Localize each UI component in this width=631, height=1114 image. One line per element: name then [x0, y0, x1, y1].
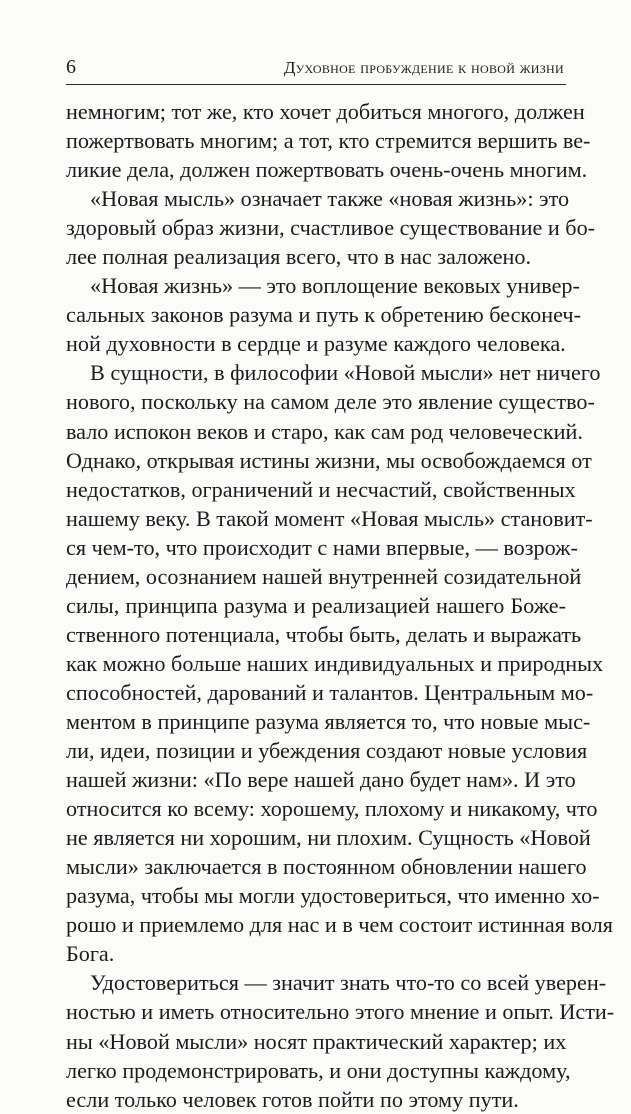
text-line: легко продемонстрировать, и они доступны каждому, — [66, 1057, 571, 1083]
text-line: если только человек готов пойти по этому пути. — [66, 1086, 519, 1112]
text-line: силы, принципа разума и реализацией нашего Боже- — [66, 592, 566, 618]
text-line: ностью и иметь относительно этого мнение и опыт. Исти- — [66, 999, 615, 1025]
text-line: способностей, дарований и талантов. Центральным мо- — [66, 679, 594, 705]
text-line: мысли» заключается в постоянном обновлении нашего — [66, 854, 587, 880]
running-header — [66, 52, 566, 85]
text-line: «Новая мысль» означает также «новая жизнь»: это — [90, 186, 570, 212]
text-line: дением, осознанием нашей внутренней созидательной — [66, 563, 582, 589]
text-line: ны «Новой мысли» носят практический характер; их — [66, 1028, 567, 1054]
text-line: как можно больше наших индивидуальных и природных — [66, 650, 604, 676]
text-line: рошо и приемлемо для нас и в чем состоит истинная воля — [66, 912, 613, 938]
text-line: недостатков, ограничений и несчастий, свойственных — [66, 476, 576, 502]
text-line: пожертвовать многим; а тот, кто стремится вершить ве- — [66, 128, 591, 154]
text-line: Бога. — [66, 941, 115, 967]
text-line: ли, идеи, позиции и убеждения создают новые условия — [66, 738, 588, 764]
text-line: ственного потенциала, чтобы быть, делать и выражать — [66, 621, 582, 647]
text-line: относится ко всему: хорошему, плохому и никакому, что — [66, 796, 598, 822]
running-title: Духовное пробуждение к новой жизни — [283, 58, 564, 77]
text-line: лее полная реализация всего, что в нас заложено. — [66, 244, 532, 270]
page-number: 6 — [66, 56, 76, 78]
text-line: нового, поскольку на самом деле это явление существо- — [66, 389, 595, 415]
text-line: сальных законов разума и путь к обретению бесконеч- — [66, 302, 581, 328]
text-line: здоровый образ жизни, счастливое существование и бо- — [66, 215, 596, 241]
text-line: Удостовериться — значит знать что-то со всей уверен- — [90, 970, 607, 996]
text-line: ликие дела, должен пожертвовать очень-очень многим. — [66, 157, 588, 183]
book-page — [66, 52, 615, 1114]
text-line: «Новая жизнь» — это воплощение вековых универ- — [90, 273, 580, 299]
body-text — [66, 97, 615, 1114]
text-line: ной духовности в сердце и разуме каждого человека. — [66, 331, 566, 357]
text-line: не является ни хорошим, ни плохим. Сущность «Новой — [66, 825, 591, 851]
text-line: ся чем-то, что происходит с нами впервые, — возрож- — [66, 534, 578, 560]
text-line: ментом в принципе разума является то, что новые мыс- — [66, 708, 591, 734]
text-line: В сущности, в философии «Новой мысли» нет ничего — [90, 360, 601, 386]
text-line: вало испокон веков и старо, как сам род человеческий. — [66, 418, 583, 444]
text-line: нашей жизни: «По вере нашей дано будет нам». И это — [66, 767, 576, 793]
text-line: разума, чтобы мы могли удостовериться, что именно хо- — [66, 883, 600, 909]
text-line: нашему веку. В такой момент «Новая мысль» становит- — [66, 505, 593, 531]
text-line: Однако, открывая истины жизни, мы освобождаемся от — [66, 447, 592, 473]
text-line: немногим; тот же, кто хочет добиться многого, должен — [66, 99, 585, 124]
